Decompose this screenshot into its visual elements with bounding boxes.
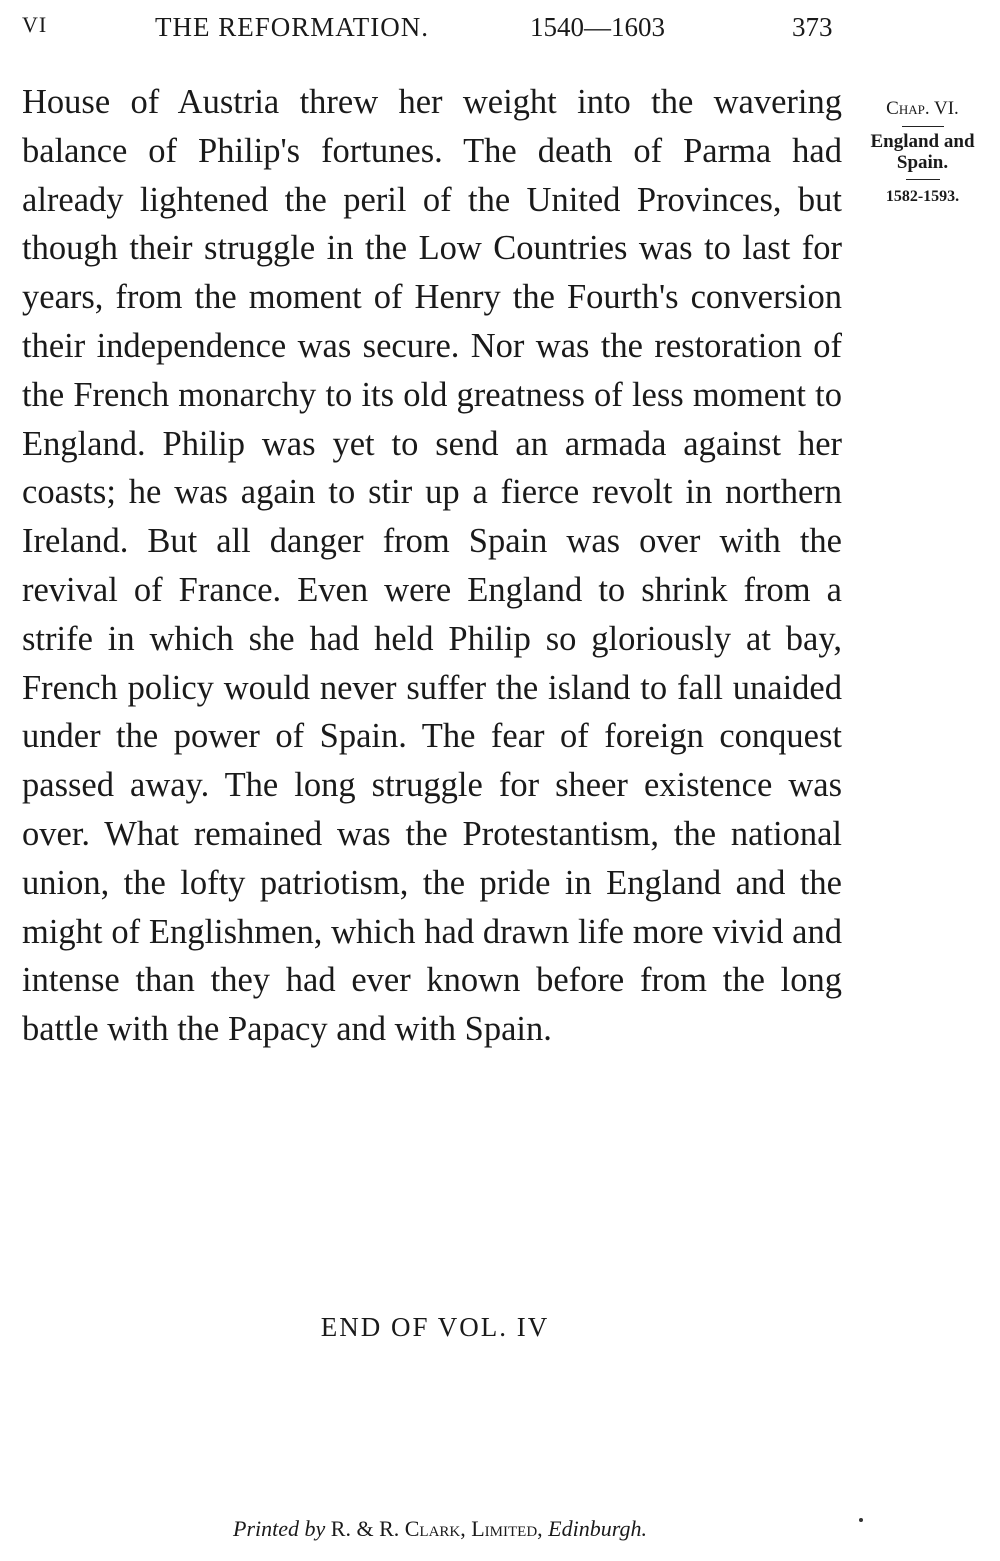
header-title: THE REFORMATION. (155, 12, 430, 42)
margin-note-rule (902, 126, 944, 127)
header-chapter: VI (22, 12, 48, 37)
end-of-volume: END OF VOL. IV (320, 1312, 550, 1342)
margin-note-subject: England and Spain. (870, 131, 975, 173)
stray-mark (859, 1518, 863, 1522)
printer-city: Edinburgh. (548, 1516, 647, 1541)
running-header (0, 12, 1000, 52)
margin-note-rule (906, 179, 940, 180)
printer-imprint (0, 1516, 880, 1542)
margin-note-chapter: Chap. VI. (886, 98, 959, 119)
printer-printed-by: Printed by (233, 1516, 326, 1541)
page-number: 373 (792, 12, 833, 42)
margin-note-dates: 1582-1593. (885, 188, 960, 205)
printer-name: R. & R. Clark, Limited, (330, 1516, 543, 1541)
header-years: 1540—1603 (530, 12, 665, 42)
body-paragraph: House of Austria threw her weight into the wavering balance of Philip's fortunes. The death of Parma had already lightened the peril of the United Provinces, but though their struggle in the Low Countries was to last for years, from the moment of Henry the Fourth's conversion their independence was secure. Nor was the restoration of the French monarchy to its old greatness of less moment to England. Philip was yet to send an armada against her coasts; he was again to stir up a fierce revolt in northern Ireland. But all danger from Spain was over with the revival of France. Even were England to shrink from a strife in which she had held Philip so gloriously at bay, French policy would never suffer the island to fall unaided under the power of Spain. The fear of foreign conquest passed away. The long struggle for sheer existence was over. What remained was the Protestantism, the national union, the lofty patriotism, the pride in England and the might of Englishmen, which had drawn life more vivid and intense than they had ever known before from the long battle with the Papacy and with Spain. (22, 83, 842, 1049)
margin-note (855, 98, 990, 208)
